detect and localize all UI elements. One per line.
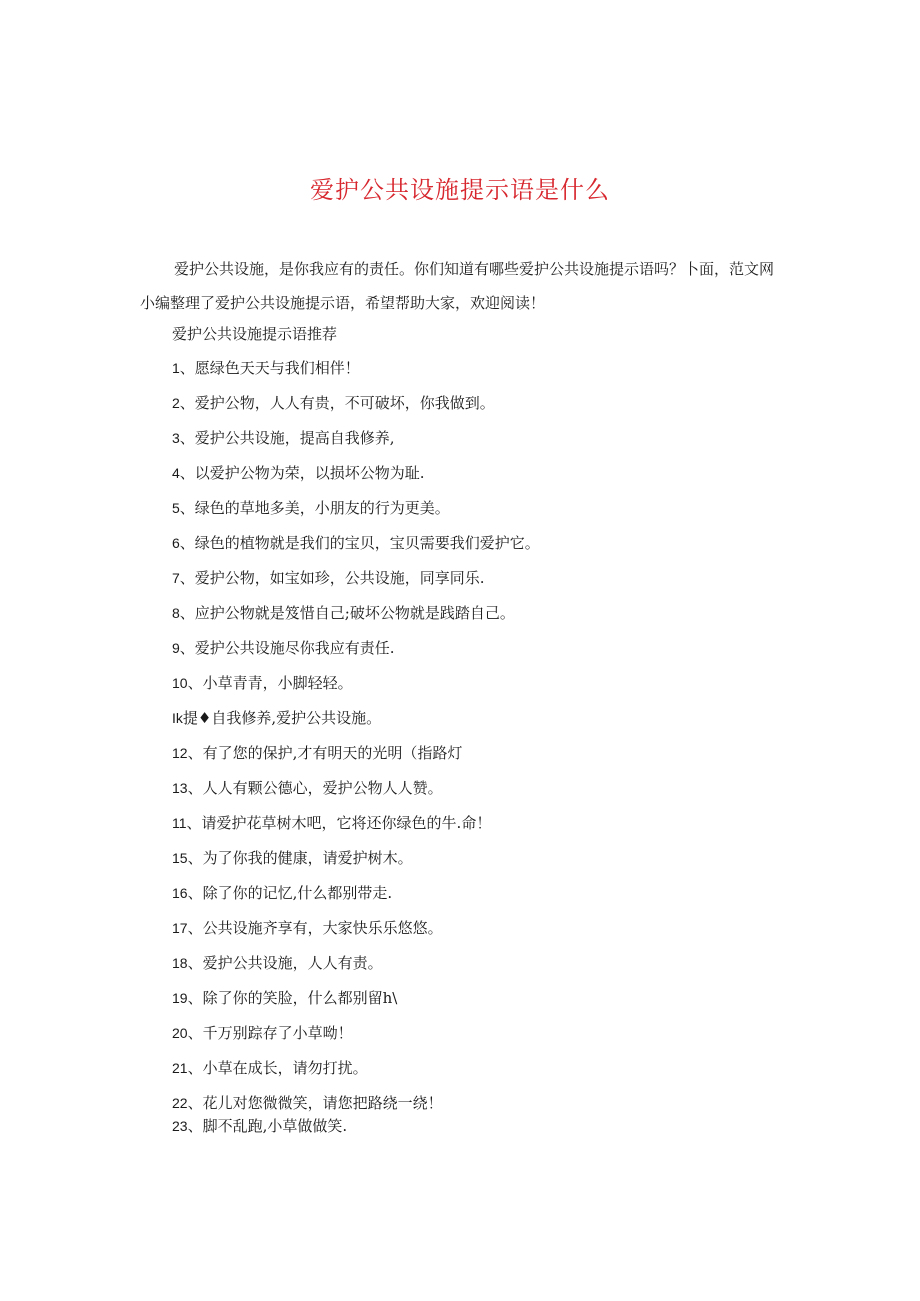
item-number: 23 [172,1118,188,1134]
item-number: 22 [172,1095,188,1111]
list-item [172,531,792,566]
item-text: 、千万别踪存了小草呦！ [187,1024,353,1042]
item-number: 15 [172,850,188,866]
item-number: 16 [172,885,188,901]
list-item [172,706,792,741]
item-number: 8 [172,605,180,621]
item-number: 12 [172,745,188,761]
item-text: 、为了你我的健康，请爱护树木。 [187,849,413,867]
item-text: 、人人有颗公德心，爱护公物人人赞。 [187,779,443,797]
item-number: 11 [172,815,187,831]
item-text: 、爱护公共设施尽你我应有责任. [179,639,395,657]
item-text: 提♦自我修养,爱护公共设施。 [182,709,382,727]
item-number: 5 [172,500,180,516]
item-number: 7 [172,570,180,586]
item-number: Ik [172,710,183,726]
list-item [172,496,792,531]
list-item [172,671,792,706]
item-text: 、爱护公共设施，提高自我修养, [179,429,395,447]
item-text: 、花儿对您微微笑，请您把路绕一绕！ [187,1094,443,1112]
item-text: 、爱护公物，如宝如珍，公共设施，同享同乐. [179,569,485,587]
item-number: 17 [172,920,188,936]
list-item [172,1114,792,1149]
section-heading: 爱护公共设施提示语推荐 [172,325,338,343]
item-text: 、爱护公物，人人有贵，不可破坏，你我做到。 [179,394,495,412]
list-item [172,776,792,811]
list-item [172,986,792,1021]
item-number: 6 [172,535,180,551]
item-text: 、请爱护花草树木吧，它将还你绿色的牛.命！ [186,814,492,832]
item-number: 10 [172,675,188,691]
list-item [172,881,792,916]
item-number: 19 [172,990,188,1006]
item-text: 、脚不乱跑,小草做做笑. [187,1117,348,1135]
item-number: 9 [172,640,180,656]
intro-paragraph: 爱护公共设施，是你我应有的责任。你们知道有哪些爱护公共设施提示语吗？卜面，范文网小编整理了爱护公共设施提示语，希望帮助大家，欢迎阅读！ [140,260,775,312]
item-number: 4 [172,465,180,481]
item-number: 21 [172,1060,188,1076]
list-item [172,391,792,426]
item-text: 、除了你的记忆,什么都别带走. [187,884,393,902]
item-text: 、小草青青，小脚轻轻。 [187,674,353,692]
list-item [172,741,792,776]
list-item [172,846,792,881]
list-item [172,356,792,391]
item-text: 、愿绿色天天与我们相伴！ [179,359,360,377]
list-item [172,1056,792,1091]
item-text: 、小草在成长，请勿打扰。 [187,1059,368,1077]
list-item [172,1021,792,1056]
item-text: 、以爱护公物为荣，以损坏公物为耻. [179,464,425,482]
item-text: 、爱护公共设施，人人有责。 [187,954,383,972]
list-item [172,461,792,496]
list-item [172,601,792,636]
page-title: 爱护公共设施提示语是什么 [310,176,610,204]
item-number: 13 [172,780,188,796]
item-number: 20 [172,1025,188,1041]
item-text: 、有了您的保护,才有明天的光明（指路灯 [187,744,463,762]
item-number: 1 [172,360,180,376]
item-number: 3 [172,430,180,446]
item-text: 、除了你的笑脸，什么都别留h\ [187,989,398,1007]
item-text: 、绿色的草地多美，小朋友的行为更美。 [179,499,450,517]
list-item [172,916,792,951]
item-text: 、应护公物就是笈惜自己;破坏公物就是践踏自己。 [179,604,515,622]
item-number: 2 [172,395,180,411]
item-text: 、公共设施齐享有，大家快乐乐悠悠。 [187,919,443,937]
item-text: 、绿色的植物就是我们的宝贝，宝贝需要我们爱护它。 [179,534,540,552]
list-item [172,426,792,461]
list-item [172,636,792,671]
item-number: 18 [172,955,188,971]
list-item [172,1091,792,1114]
tips-list [172,356,792,1149]
list-item [172,951,792,986]
list-item [172,811,792,846]
list-item [172,566,792,601]
